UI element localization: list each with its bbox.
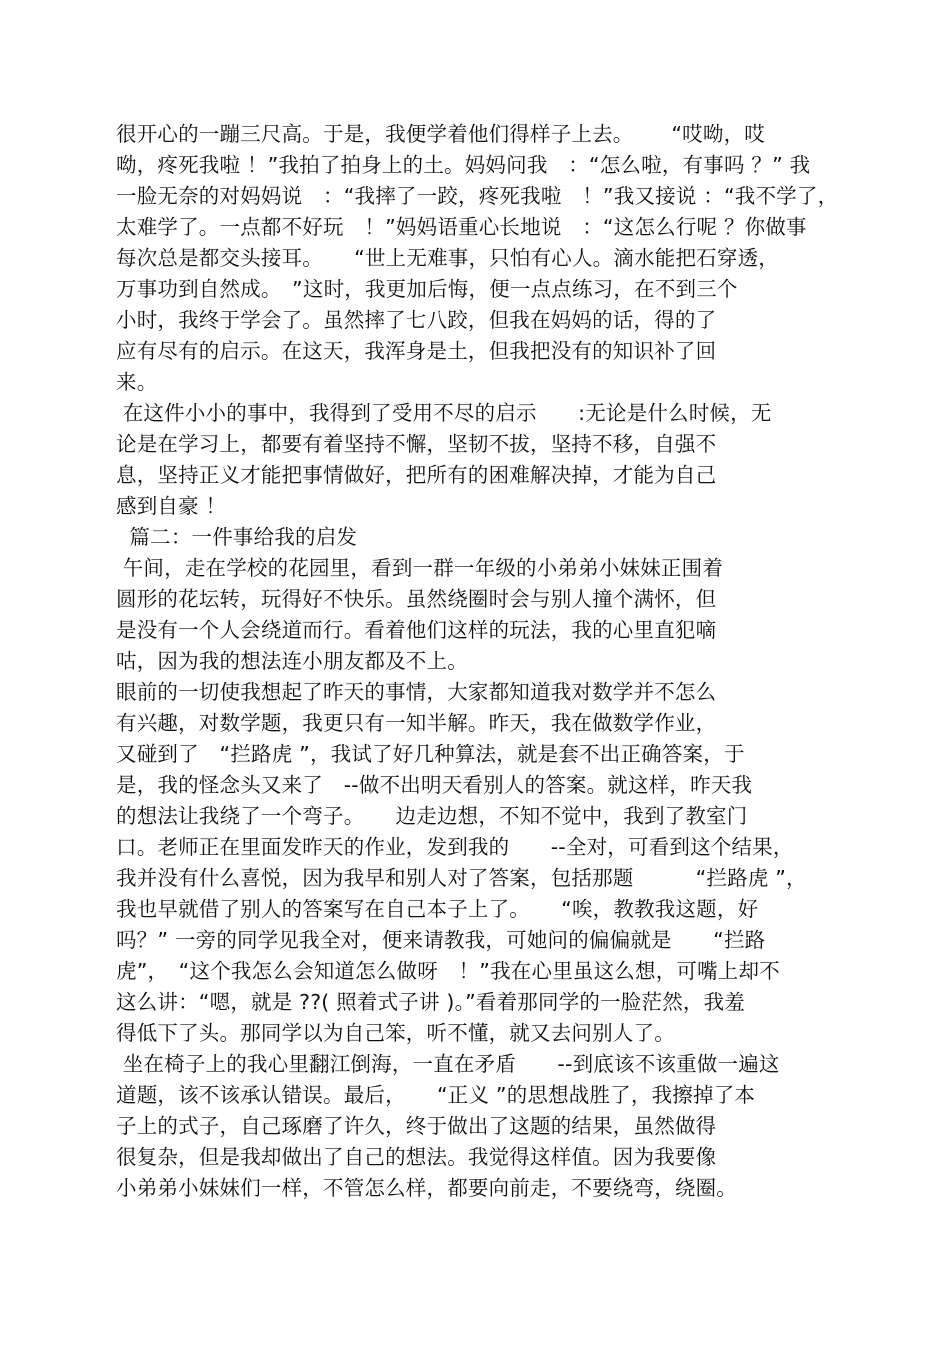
text-line: 太难学了。一点都不好玩 ！”妈妈语重心长地说 ：“这怎么行呢 ？你做事 bbox=[116, 215, 807, 239]
text-line: 坐在椅子上的我心里翻江倒海，一直在矛盾 --到底该不该重做一遍这 bbox=[116, 1052, 780, 1076]
text-line: 每次总是都交头接耳。 “世上无难事，只怕有心人。滴水能把石穿透， bbox=[116, 246, 779, 270]
text-line: 子上的式子，自己琢磨了许久，终于做出了这题的结果，虽然做得 bbox=[116, 1114, 717, 1138]
text-line: 这么讲：“嗯，就是 ??( 照着式子讲 )。”看着那同学的一脸茫然，我羞 bbox=[116, 990, 745, 1014]
text-line: 得低下了头。那同学以为自己笨，听不懂，就又去问别人了。 bbox=[116, 1021, 675, 1045]
text-line: 是没有一个人会绕道而行。看着他们这样的玩法，我的心里直犯嘀 bbox=[116, 618, 717, 642]
text-line: 咕，因为我的想法连小朋友都及不上。 bbox=[116, 649, 468, 673]
text-line: 在这件小小的事中，我得到了受用不尽的启示 :无论是什么时候，无 bbox=[116, 401, 772, 425]
text-line: 小时，我终于学会了。虽然摔了七八跤，但我在妈妈的话，得的了 bbox=[116, 308, 717, 332]
text-line: 论是在学习上，都要有着坚持不懈，坚韧不拔，坚持不移，自强不 bbox=[116, 432, 717, 456]
text-line: 感到自豪 ！ bbox=[116, 494, 227, 518]
text-line: 呦，疼死我啦 ！”我拍了拍身上的土。妈妈问我 ：“怎么啦，有事吗 ？” 我 bbox=[116, 153, 811, 177]
text-line: 眼前的一切使我想起了昨天的事情，大家都知道我对数学并不怎么 bbox=[116, 680, 717, 704]
text-line: 来。 bbox=[116, 370, 158, 394]
text-line: 我并没有什么喜悦，因为我早和别人对了答案，包括那题 “拦路虎 ”， bbox=[116, 866, 807, 890]
section-heading: 篇二：一件事给我的启发 bbox=[116, 525, 358, 549]
text-line: 的想法让我绕了一个弯子。 边走边想，不知不觉中，我到了教室门 bbox=[116, 804, 748, 828]
text-line: 息，坚持正义才能把事情做好，把所有的困难解决掉，才能为自己 bbox=[116, 463, 717, 487]
text-line: 应有尽有的启示。在这天，我浑身是土，但我把没有的知识补了回 bbox=[116, 339, 717, 363]
text-line: 很开心的一蹦三尺高。于是，我便学着他们得样子上去。 “哎呦，哎 bbox=[116, 122, 765, 146]
text-line: 又碰到了 “拦路虎 ”，我试了好几种算法，就是套不出正确答案，于 bbox=[116, 742, 745, 766]
text-line: 是，我的怪念头又来了 --做不出明天看别人的答案。就这样，昨天我 bbox=[116, 773, 753, 797]
text-line: 圆形的花坛转，玩得好不快乐。虽然绕圈时会与别人撞个满怀，但 bbox=[116, 587, 717, 611]
text-line: 我也早就借了别人的答案写在自己本子上了。 “唉，教教我这题，好 bbox=[116, 897, 759, 921]
text-line: 很复杂，但是我却做出了自己的想法。我觉得这样值。因为我要像 bbox=[116, 1145, 717, 1169]
text-line: 午间，走在学校的花园里，看到一群一年级的小弟弟小妹妹正围着 bbox=[116, 556, 724, 580]
text-line: 有兴趣，对数学题，我更只有一知半解。昨天，我在做数学作业， bbox=[116, 711, 717, 735]
text-line: 道题，该不该承认错误。最后， “正义 ”的思想战胜了，我擦掉了本 bbox=[116, 1083, 756, 1107]
text-line: 口。老师正在里面发昨天的作业，发到我的 --全对，可看到这个结果， bbox=[116, 835, 794, 859]
text-line: 小弟弟小妹妹们一样，不管怎么样，都要向前走，不要绕弯，绕圈。 bbox=[116, 1176, 737, 1200]
text-line: 吗？” 一旁的同学见我全对，便来请教我，可她问的偏偏就是 “拦路 bbox=[116, 928, 766, 952]
text-line: 万事功到自然成。 ”这时，我更加后悔，便一点点练习，在不到三个 bbox=[116, 277, 738, 301]
text-line: 虎”， “这个我怎么会知道怎么做呀 ！”我在心里虽这么想，可嘴上却不 bbox=[116, 959, 780, 983]
text-line: 一脸无奈的对妈妈说 ：“我摔了一跤，疼死我啦 ！”我又接说 ：“我不学了， bbox=[116, 184, 839, 208]
